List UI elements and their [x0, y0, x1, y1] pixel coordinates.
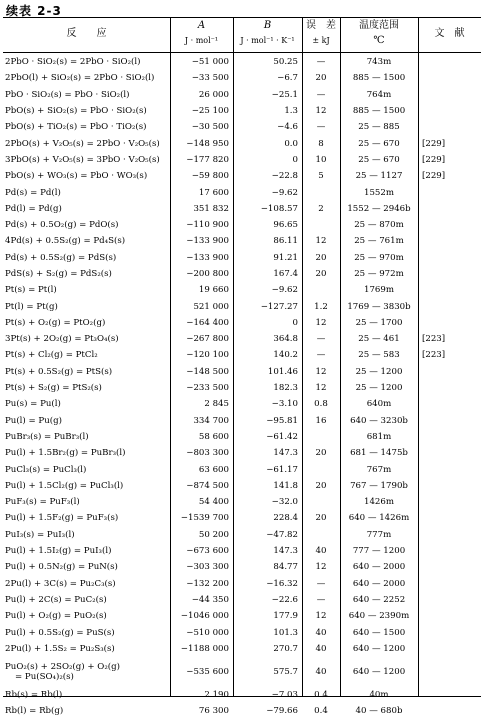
reference-cell — [418, 478, 481, 494]
top-rule — [3, 17, 481, 18]
table-row — [3, 282, 481, 298]
b-value-cell: −61.17 — [266, 464, 298, 475]
header-temp-unit: ℃ — [373, 35, 385, 46]
temperature-cell: 25 — 670 — [358, 154, 400, 165]
reference-cell — [418, 87, 481, 103]
a-value-cell: −803 300 — [186, 448, 229, 459]
table-row — [3, 87, 481, 103]
b-value-cell: −25.1 — [271, 89, 298, 100]
table-row — [3, 70, 481, 86]
error-cell: 12 — [315, 562, 327, 573]
table-row — [3, 135, 481, 151]
temperature-cell: 25 — 1127 — [355, 171, 403, 182]
reference-cell — [418, 413, 481, 429]
reaction-cell: 2Pu(l) + 1.5S₂ = Pu₂S₃(s) — [5, 643, 115, 654]
reference-cell — [418, 592, 481, 608]
reaction-cell: Pu(l) + O₂(g) = PuO₂(s) — [5, 611, 107, 622]
reaction-cell: PuCl₃(s) = PuCl₃(l) — [5, 464, 87, 475]
temperature-cell: 25 — 1700 — [355, 317, 403, 328]
error-cell: 2 — [318, 203, 324, 214]
reaction-cell: Pu(l) + 1.5Cl₂(g) = PuCl₃(l) — [5, 480, 124, 491]
b-value-cell: −16.32 — [266, 578, 298, 589]
temperature-cell: 25 — 583 — [358, 350, 400, 361]
b-value-cell: 91.21 — [273, 252, 298, 263]
b-value-cell: 96.65 — [273, 220, 298, 231]
temperature-cell: 25 — 1200 — [355, 383, 403, 394]
reaction-cell: Pu(l) + 2C(s) = PuC₂(s) — [5, 594, 107, 605]
b-value-cell: 141.8 — [273, 480, 298, 491]
b-value-cell: −6.7 — [277, 73, 298, 84]
temperature-cell: 25 — 1200 — [355, 366, 403, 377]
a-value-cell: −874 500 — [186, 480, 229, 491]
a-value-cell: 2 190 — [204, 690, 229, 701]
table-row — [3, 315, 481, 331]
a-value-cell: −535 600 — [186, 666, 229, 677]
a-value-cell: 351 832 — [193, 203, 229, 214]
temperature-cell: 640 — 3230b — [350, 415, 408, 426]
a-value-cell: −110 900 — [186, 220, 229, 231]
b-value-cell: −7.03 — [271, 690, 298, 701]
error-cell — [302, 429, 340, 445]
error-cell: 10 — [315, 154, 327, 165]
temperature-cell: 767 — 1790b — [350, 480, 408, 491]
table-row — [3, 510, 481, 526]
reference-cell: [223] — [422, 350, 446, 361]
a-value-cell: −164 400 — [186, 317, 229, 328]
reference-cell — [418, 527, 481, 543]
temperature-cell: 1426m — [363, 497, 395, 508]
reference-cell — [418, 543, 481, 559]
error-cell: 8 — [318, 138, 324, 149]
a-value-cell: −133 900 — [186, 252, 229, 263]
table-row — [3, 266, 481, 282]
b-value-cell: 177.9 — [273, 611, 298, 622]
reference-cell — [418, 559, 481, 575]
reaction-cell: Pt(s) + Cl₂(g) = PtCl₂ — [5, 350, 98, 361]
b-value-cell: 228.4 — [273, 513, 298, 524]
a-value-cell: 19 660 — [198, 285, 229, 296]
error-cell: 20 — [315, 252, 327, 263]
a-value-cell: −673 600 — [186, 546, 229, 557]
temperature-cell: 25 — 461 — [358, 334, 400, 345]
error-cell: — — [316, 350, 326, 361]
reaction-cell: Pt(s) + S₂(g) = PtS₂(s) — [5, 383, 102, 394]
reference-cell — [418, 70, 481, 86]
b-value-cell: −61.42 — [266, 431, 298, 442]
table-row — [3, 168, 481, 184]
a-value-cell: 2 845 — [204, 399, 229, 410]
reaction-cell: PuI₃(s) = PuI₃(l) — [5, 529, 75, 540]
error-cell: 40 — [315, 627, 327, 638]
reference-cell — [418, 608, 481, 624]
temperature-cell: 681m — [366, 431, 392, 442]
table-row — [3, 119, 481, 135]
a-value-cell: −1539 700 — [180, 513, 229, 524]
reference-cell — [418, 184, 481, 200]
temperature-cell: 25 — 972m — [354, 269, 404, 279]
reference-cell — [418, 641, 481, 657]
table-row — [3, 657, 481, 687]
reaction-line-1: PuO₂(s) + 2SO₂(g) + O₂(g) — [5, 661, 121, 672]
a-value-cell: −177 820 — [186, 154, 229, 165]
reference-cell — [418, 315, 481, 331]
temperature-cell: 1769 — 3830b — [347, 301, 411, 312]
b-value-cell: 270.7 — [273, 643, 298, 654]
table-row — [3, 380, 481, 396]
a-value-cell: −233 500 — [186, 383, 229, 394]
b-value-cell: 101.46 — [267, 366, 298, 377]
reaction-cell: 3PbO(s) + V₂O₅(s) = 3PbO · V₂O₅(s) — [5, 154, 160, 165]
a-value-cell: −120 100 — [186, 350, 229, 361]
a-value-cell: 63 600 — [198, 464, 229, 475]
error-cell: 20 — [315, 480, 327, 491]
b-value-cell: −22.8 — [271, 171, 298, 182]
error-cell: 20 — [315, 73, 327, 84]
error-cell: 12 — [315, 383, 327, 394]
reference-cell — [418, 687, 481, 703]
b-value-cell: 147.3 — [273, 448, 298, 459]
table-row — [3, 54, 481, 70]
error-cell: 5 — [318, 171, 324, 182]
a-value-cell: −44 350 — [191, 594, 229, 605]
reference-cell: [229] — [422, 138, 446, 149]
table-row — [3, 461, 481, 477]
reference-cell — [418, 380, 481, 396]
reference-cell — [418, 201, 481, 217]
temperature-cell: 1552m — [363, 187, 395, 198]
reference-cell — [418, 298, 481, 314]
error-cell: 20 — [315, 513, 327, 524]
a-value-cell: −1188 000 — [180, 643, 229, 654]
reference-cell — [418, 703, 481, 719]
reaction-cell: 2PbO(s) + V₂O₅(s) = 2PbO · V₂O₅(s) — [5, 138, 160, 149]
reaction-cell: 2PbO · SiO₂(s) = 2PbO · SiO₂(l) — [5, 57, 141, 68]
header-error-unit: ± kJ — [312, 36, 330, 45]
a-value-cell: −200 800 — [186, 269, 229, 279]
table-row — [3, 364, 481, 380]
temperature-cell: 25 — 970m — [354, 252, 404, 263]
b-value-cell: 1.3 — [284, 106, 298, 117]
temperature-cell: 40m — [369, 690, 389, 701]
error-cell: 12 — [315, 106, 327, 117]
reaction-cell: 2Pu(l) + 3C(s) = Pu₂C₃(s) — [5, 578, 116, 589]
reaction-cell: PuF₃(s) = PuF₃(l) — [5, 497, 80, 508]
a-value-cell: 50 200 — [198, 529, 229, 540]
reference-cell — [418, 103, 481, 119]
b-value-cell: −9.62 — [271, 285, 298, 296]
table-row — [3, 624, 481, 640]
temperature-cell: 640 — 1426m — [348, 513, 410, 524]
a-value-cell: −133 900 — [186, 236, 229, 247]
temperature-cell: 777 — 1200 — [352, 546, 406, 557]
reaction-cell: 3Pt(s) + 2O₂(g) = Pt₃O₄(s) — [5, 334, 119, 345]
temperature-cell: 640m — [366, 399, 392, 410]
b-value-cell: 182.3 — [273, 383, 298, 394]
header-a-unit: J · mol⁻¹ — [184, 36, 219, 45]
table-row — [3, 592, 481, 608]
table-row — [3, 413, 481, 429]
error-cell: — — [316, 334, 326, 345]
error-cell: 16 — [315, 415, 327, 426]
error-cell: 40 — [315, 546, 327, 557]
reaction-cell: Pu(l) + 1.5I₂(g) = PuI₃(l) — [5, 546, 112, 557]
error-cell: — — [316, 57, 326, 68]
b-value-cell: −3.10 — [271, 399, 298, 410]
reference-cell — [418, 217, 481, 233]
error-cell — [302, 282, 340, 298]
temperature-cell: 885 — 1500 — [352, 73, 406, 84]
reaction-cell — [3, 657, 170, 687]
reaction-cell: Rb(s) = Rb(l) — [5, 690, 63, 701]
table-row — [3, 217, 481, 233]
table-row — [3, 298, 481, 314]
a-value-cell: 334 700 — [193, 415, 229, 426]
data-table — [3, 54, 481, 720]
a-value-cell: 76 300 — [198, 706, 229, 717]
error-cell: 12 — [315, 317, 327, 328]
reaction-cell: Pt(l) = Pt(g) — [5, 301, 58, 312]
a-value-cell: −1046 000 — [180, 611, 229, 622]
table-row — [3, 233, 481, 249]
temperature-cell: 25 — 870m — [354, 220, 404, 231]
error-cell: 40 — [315, 666, 327, 677]
table-row — [3, 445, 481, 461]
temperature-cell: 25 — 761m — [354, 236, 404, 247]
b-value-cell: −4.6 — [277, 122, 298, 133]
temperature-cell: 640 — 2000 — [352, 562, 406, 573]
b-value-cell: 364.8 — [273, 334, 298, 345]
table-row — [3, 687, 481, 703]
temperature-cell: 25 — 885 — [358, 122, 400, 133]
reaction-cell: PuBr₃(s) = PuBr₃(l) — [5, 431, 89, 442]
header-b-unit: J · mol⁻¹ · K⁻¹ — [240, 36, 295, 45]
temperature-cell: 640 — 1200 — [352, 666, 406, 677]
b-value-cell: −9.62 — [271, 187, 298, 198]
temperature-cell: 640 — 1200 — [352, 643, 406, 654]
reaction-line-2: = Pu(SO₄)₂(s) — [15, 671, 74, 682]
reference-cell — [418, 364, 481, 380]
error-cell — [302, 184, 340, 200]
b-value-cell: −47.82 — [266, 529, 298, 540]
reference-cell — [418, 510, 481, 526]
reaction-cell: Rb(l) = Rb(g) — [5, 706, 64, 717]
b-value-cell: −32.0 — [271, 497, 298, 508]
temperature-cell: 767m — [366, 464, 392, 475]
b-value-cell: 140.2 — [273, 350, 298, 361]
reaction-cell: PbO · SiO₂(s) = PbO · SiO₂(l) — [5, 89, 130, 100]
error-cell: — — [316, 594, 326, 605]
reference-cell — [418, 233, 481, 249]
reaction-cell: Pu(l) + 0.5S₂(g) = PuS(s) — [5, 627, 115, 638]
a-value-cell: −33 500 — [191, 73, 229, 84]
table-row — [3, 396, 481, 412]
reference-cell — [418, 266, 481, 282]
b-value-cell: −22.6 — [271, 594, 298, 605]
error-cell: 12 — [315, 611, 327, 622]
a-value-cell: −510 000 — [186, 627, 229, 638]
table-row — [3, 201, 481, 217]
reaction-cell: PbO(s) + SiO₂(s) = PbO · SiO₂(s) — [5, 106, 147, 117]
table-row — [3, 429, 481, 445]
error-cell: 0.8 — [314, 399, 328, 410]
reference-cell — [418, 657, 481, 687]
temperature-cell: 1769m — [363, 285, 395, 296]
table-row — [3, 152, 481, 168]
a-value-cell: −148 950 — [186, 138, 229, 149]
b-value-cell: 0 — [292, 154, 298, 165]
reaction-cell: Pu(l) + 1.5Br₂(g) = PuBr₃(l) — [5, 448, 126, 459]
table-row — [3, 184, 481, 200]
a-value-cell: 17 600 — [198, 187, 229, 198]
reaction-cell: Pu(l) + 0.5N₂(g) = PuN(s) — [5, 562, 118, 573]
reference-cell — [418, 461, 481, 477]
error-cell — [302, 217, 340, 233]
reference-cell: [229] — [422, 171, 446, 182]
a-value-cell: −148 500 — [186, 366, 229, 377]
b-value-cell: 101.3 — [273, 627, 298, 638]
error-cell: 20 — [315, 448, 327, 459]
reference-cell: [223] — [422, 334, 446, 345]
a-value-cell: −303 300 — [186, 562, 229, 573]
reference-cell — [418, 429, 481, 445]
reaction-cell: Pt(s) = Pt(l) — [5, 285, 57, 296]
b-value-cell: −127.27 — [260, 301, 298, 312]
b-value-cell: 86.11 — [273, 236, 298, 247]
a-value-cell: −132 200 — [186, 578, 229, 589]
table-caption: 续表 2-3 — [6, 4, 62, 18]
error-cell: 0.4 — [314, 706, 328, 717]
reaction-cell: PbO(s) + WO₃(s) = PbO · WO₃(s) — [5, 171, 148, 182]
reaction-cell: Pt(s) + O₂(g) = PtO₂(g) — [5, 317, 106, 328]
error-cell — [302, 461, 340, 477]
header-reaction: 反 应 — [66, 28, 107, 39]
b-value-cell: −79.66 — [266, 706, 298, 717]
temperature-cell: 640 — 2000 — [352, 578, 406, 589]
table-row — [3, 576, 481, 592]
table-row — [3, 494, 481, 510]
table-row — [3, 331, 481, 347]
a-value-cell: −267 800 — [186, 334, 229, 345]
table-row — [3, 703, 481, 719]
b-value-cell: 84.77 — [273, 562, 298, 573]
reference-cell — [418, 250, 481, 266]
table-row — [3, 641, 481, 657]
temperature-cell: 764m — [366, 89, 392, 100]
reaction-cell: Pu(s) = Pu(l) — [5, 399, 61, 410]
table-row — [3, 527, 481, 543]
reference-cell — [418, 54, 481, 70]
a-value-cell: −30 500 — [191, 122, 229, 133]
reaction-cell: Pt(s) + 0.5S₂(g) = PtS(s) — [5, 366, 113, 377]
error-cell — [302, 494, 340, 510]
reaction-cell: 4Pd(s) + 0.5S₂(g) = Pd₄S(s) — [5, 236, 126, 247]
reaction-cell: Pd(s) + 0.5S₂(g) = PdS(s) — [5, 252, 117, 263]
reaction-cell: Pu(l) = Pu(g) — [5, 415, 62, 426]
table-row — [3, 608, 481, 624]
temperature-cell: 1552 — 2946b — [347, 203, 411, 214]
temperature-cell: 640 — 2252 — [352, 594, 406, 605]
table-row — [3, 347, 481, 363]
b-value-cell: 575.7 — [273, 666, 298, 677]
header-rule — [3, 52, 481, 53]
b-value-cell: 167.4 — [273, 269, 298, 279]
temperature-cell: 777m — [366, 529, 392, 540]
reference-cell — [418, 119, 481, 135]
error-cell: — — [316, 89, 326, 100]
a-value-cell: −59 800 — [191, 171, 229, 182]
reference-cell — [418, 282, 481, 298]
reaction-cell: Pd(l) = Pd(g) — [5, 203, 62, 214]
temperature-cell: 640 — 2390m — [348, 611, 410, 622]
header-error: 误 差 — [306, 20, 336, 31]
error-cell: 20 — [315, 269, 327, 279]
temperature-cell: 40 — 680b — [355, 706, 403, 717]
error-cell: 12 — [315, 236, 327, 247]
a-value-cell: 54 400 — [198, 497, 229, 508]
error-cell: 1.2 — [314, 301, 328, 312]
reference-cell — [418, 624, 481, 640]
header-reference: 文 献 — [434, 28, 465, 39]
b-value-cell: −95.81 — [266, 415, 298, 426]
b-value-cell: −108.57 — [260, 203, 298, 214]
b-value-cell: 147.3 — [273, 546, 298, 557]
b-value-cell: 0 — [292, 317, 298, 328]
error-cell — [302, 527, 340, 543]
table-row — [3, 103, 481, 119]
reference-cell: [229] — [422, 154, 446, 165]
table-row — [3, 250, 481, 266]
reaction-cell: PbO(s) + TiO₂(s) = PbO · TiO₂(s) — [5, 122, 147, 133]
reference-cell — [418, 494, 481, 510]
table-row — [3, 559, 481, 575]
error-cell: 12 — [315, 366, 327, 377]
reaction-cell: 2PbO(l) + SiO₂(s) = 2PbO · SiO₂(l) — [5, 73, 155, 84]
b-value-cell: 0.0 — [284, 138, 298, 149]
header-a-symbol: A — [197, 20, 206, 31]
temperature-cell: 25 — 670 — [358, 138, 400, 149]
temperature-cell: 743m — [366, 57, 392, 68]
error-cell: 40 — [315, 643, 327, 654]
header-temp: 温度范围 — [359, 20, 399, 31]
error-cell: — — [316, 122, 326, 133]
reference-cell — [418, 576, 481, 592]
temperature-cell: 640 — 1500 — [352, 627, 406, 638]
a-value-cell: −25 100 — [191, 106, 229, 117]
temperature-cell: 681 — 1475b — [350, 448, 408, 459]
a-value-cell: 58 600 — [198, 431, 229, 442]
table-row — [3, 478, 481, 494]
reaction-cell: Pd(s) = Pd(l) — [5, 187, 61, 198]
a-value-cell: −51 000 — [191, 57, 229, 68]
reference-cell — [418, 396, 481, 412]
b-value-cell: 50.25 — [273, 57, 298, 68]
a-value-cell: 26 000 — [198, 89, 229, 100]
error-cell: — — [316, 578, 326, 589]
header-b-symbol: B — [263, 20, 272, 31]
error-cell: 0.4 — [314, 690, 328, 701]
reaction-cell: PdS(s) + S₂(g) = PdS₂(s) — [5, 269, 112, 279]
reference-cell — [418, 445, 481, 461]
a-value-cell: 521 000 — [193, 301, 229, 312]
reaction-cell: Pu(l) + 1.5F₂(g) = PuF₃(s) — [5, 513, 119, 524]
temperature-cell: 885 — 1500 — [352, 106, 406, 117]
table-row — [3, 543, 481, 559]
reaction-cell: Pd(s) + 0.5O₂(g) = PdO(s) — [5, 220, 119, 231]
